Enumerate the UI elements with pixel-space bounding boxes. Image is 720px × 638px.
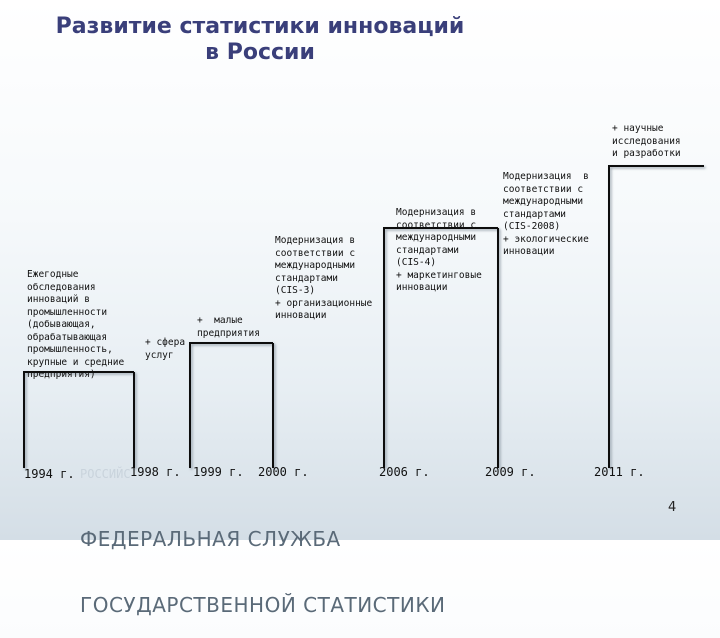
- step-text-1994: Ежегодные обследования инноваций в промышленности (добывающая, обрабатывающая промышленность, крупные и средние предприятия): [27, 269, 125, 380]
- title-line-2: в России: [205, 40, 315, 65]
- step-text-2006: Модернизация в соответствии с международными стандартами (CIS-4) + маркетинговые инновации: [396, 207, 482, 293]
- step-text-2009: Модернизация в соответствии с международными стандартами (CIS-2008) + экологические инновации: [503, 171, 589, 257]
- agency-name-line-1: ФЕДЕРАЛЬНАЯ СЛУЖБА: [80, 527, 341, 551]
- step-line-1994: [24, 372, 134, 468]
- footer-overlap-text: РОССИЙС: [80, 467, 131, 481]
- step-line-1999: [190, 343, 273, 468]
- step-text-2000: Модернизация в соответствии с международными стандартами (CIS-3) + организационные инновации: [275, 235, 373, 321]
- year-label-1998: 1998 г.: [130, 465, 181, 479]
- step-line-2011: [609, 166, 704, 468]
- year-label-1994: 1994 г.: [24, 467, 75, 481]
- step-text-2011: + научные исследования и разработки: [612, 123, 681, 159]
- title-line-1: Развитие статистики инноваций: [55, 14, 465, 39]
- step-text-1999: + малые предприятия: [197, 315, 260, 339]
- year-label-2009: 2009 г.: [485, 465, 536, 479]
- step-text-1998: + сфера услуг: [145, 337, 186, 361]
- agency-name: [80, 484, 445, 638]
- year-label-2006: 2006 г.: [379, 465, 430, 479]
- page-number: 4: [668, 500, 677, 515]
- year-label-1999: 1999 г.: [193, 465, 244, 479]
- year-label-2011: 2011 г.: [594, 465, 645, 479]
- agency-name-line-2: ГОСУДАРСТВЕННОЙ СТАТИСТИКИ: [80, 593, 446, 617]
- year-label-2000: 2000 г.: [258, 465, 309, 479]
